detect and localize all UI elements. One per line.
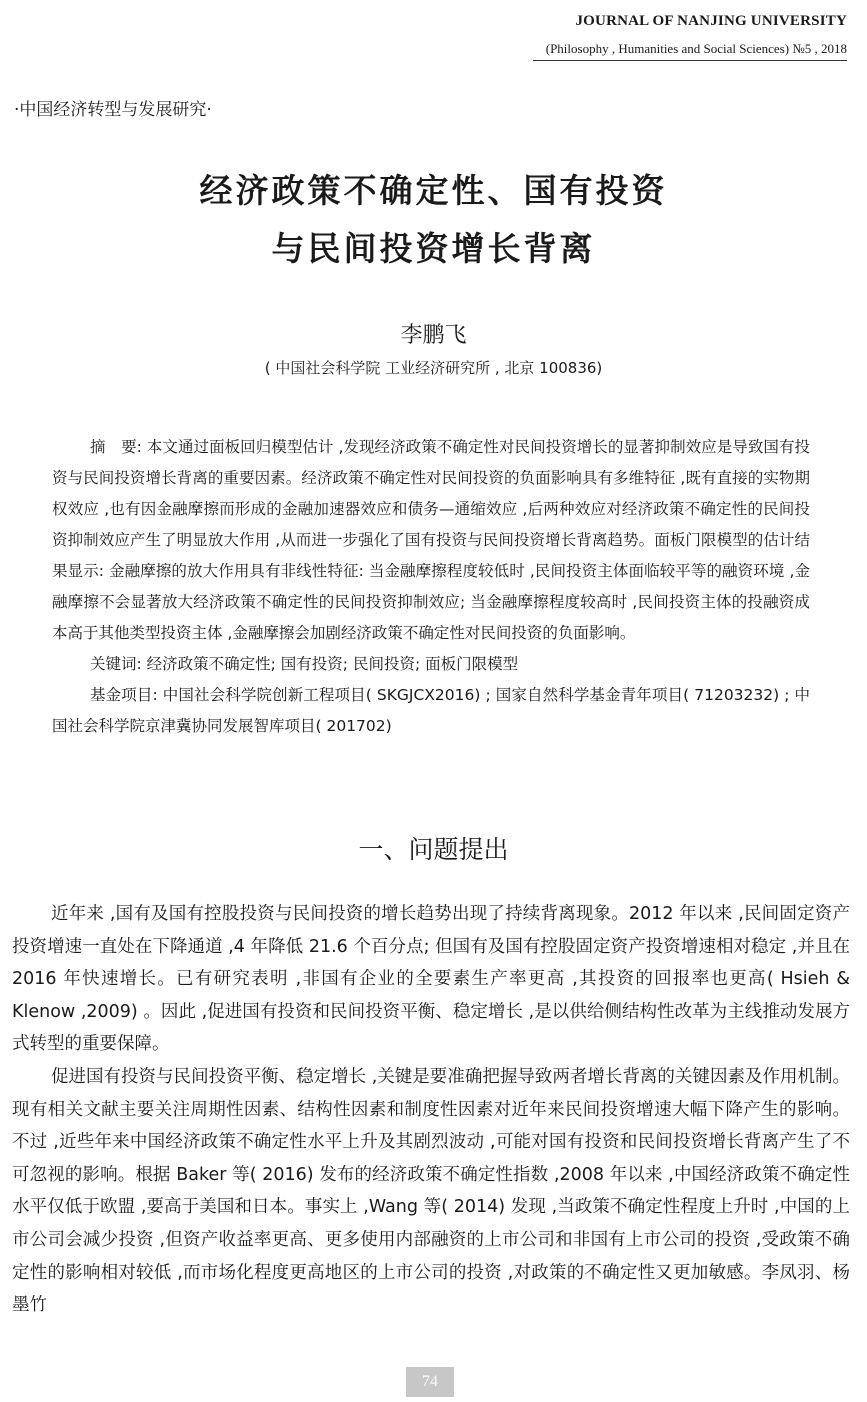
article-title-line-2: 与民间投资增长背离	[271, 229, 596, 268]
abstract-text: 摘 要: 本文通过面板回归模型估计 ,发现经济政策不确定性对民间投资增长的显著抑制效应是导致国有投资与民间投资增长背离的重要因素。经济政策不确定性对民间投资的负面影响具有多维特征 ,既有直接的实物期权效应 ,也有因金融摩擦而形成的金融加速器效应和债务—通缩效应 ,后两种效应对经济政策不确定性的民间投资抑制效应产生了明显放大作用 ,从而进一步强化了国有投资与民间投资增长背离趋势。面板门限模型的估计结果显示: 金融摩擦的放大作用具有非线性特征: 当金融摩擦程度较低时 ,民间投资主体面临较平等的融资环境 ,金融摩擦不会显著放大经济政策不确定性的民间投资抑制效应; 当金融摩擦程度较高时 ,民间投资主体的投融资成本高于其他类型投资主体 ,金融摩擦会加剧经济政策不确定性对民间投资的负面影响。	[52, 438, 810, 642]
body-paragraph-2: 促进国有投资与民间投资平衡、稳定增长 ,关键是要准确把握导致两者增长背离的关键因素及作用机制。现有相关文献主要关注周期性因素、结构性因素和制度性因素对近年来民间投资增速大幅下降产生的影响。不过 ,近些年来中国经济政策不确定性水平上升及其剧烈波动 ,可能对国有投资和民间投资增长背离产生了不可忽视的影响。根据 Baker 等( 2016) 发布的经济政策不确定性指数 ,2008 年以来 ,中国经济政策不确定性水平仅低于欧盟 ,要高于美国和日本。事实上 ,Wang 等( 2014) 发现 ,当政策不确定性程度上升时 ,中国的上市公司会减少投资 ,但资产收益率更高、更多使用内部融资的上市公司和非国有上市公司的投资 ,受政策不确定性的影响相对较低 ,而市场化程度更高地区的上市公司的投资 ,对政策的不确定性又更加敏感。李凤羽、杨墨竹	[12, 1066, 850, 1316]
body-text	[12, 898, 850, 1322]
section-heading: 一、问题提出	[358, 835, 509, 864]
article-title-line-1: 经济政策不确定性、国有投资	[199, 171, 668, 210]
author-name: 李鹏飞	[400, 323, 467, 348]
header-rule	[533, 60, 847, 61]
abstract-block	[52, 432, 810, 742]
article-title	[0, 162, 867, 278]
journal-issue-info: (Philosophy , Humanities and Social Sciences) №5 , 2018	[545, 41, 847, 56]
body-paragraph-1: 近年来 ,国有及国有控股投资与民间投资的增长趋势出现了持续背离现象。2012 年以来 ,民间固定资产投资增速一直处在下降通道 ,4 年降低 21.6 个百分点; 但国有及国有控股固定资产投资增速相对稳定 ,并且在 2016 年快速增长。已有研究表明 ,非国有企业的全要素生产率更高 ,其投资的回报率也更高( Hsieh & Klenow ,2009) 。因此 ,促进国有投资和民间投资平衡、稳定增长 ,是以供给侧结构性改革为主线推动发展方式转型的重要保障。	[12, 904, 850, 1055]
keywords: 关键词: 经济政策不确定性; 国有投资; 民间投资; 面板门限模型	[90, 655, 519, 673]
page-number: 74	[406, 1367, 454, 1397]
author-affiliation: ( 中国社会科学院 工业经济研究所 , 北京 100836)	[264, 359, 603, 377]
funding-info: 基金项目: 中国社会科学院创新工程项目( SKGJCX2016) ; 国家自然科学基金青年项目( 71203232) ; 中国社会科学院京津冀协同发展智库项目( 201702)	[52, 686, 810, 735]
journal-title: JOURNAL OF NANJING UNIVERSITY	[575, 13, 847, 29]
column-tag: ·中国经济转型与发展研究·	[14, 100, 212, 120]
